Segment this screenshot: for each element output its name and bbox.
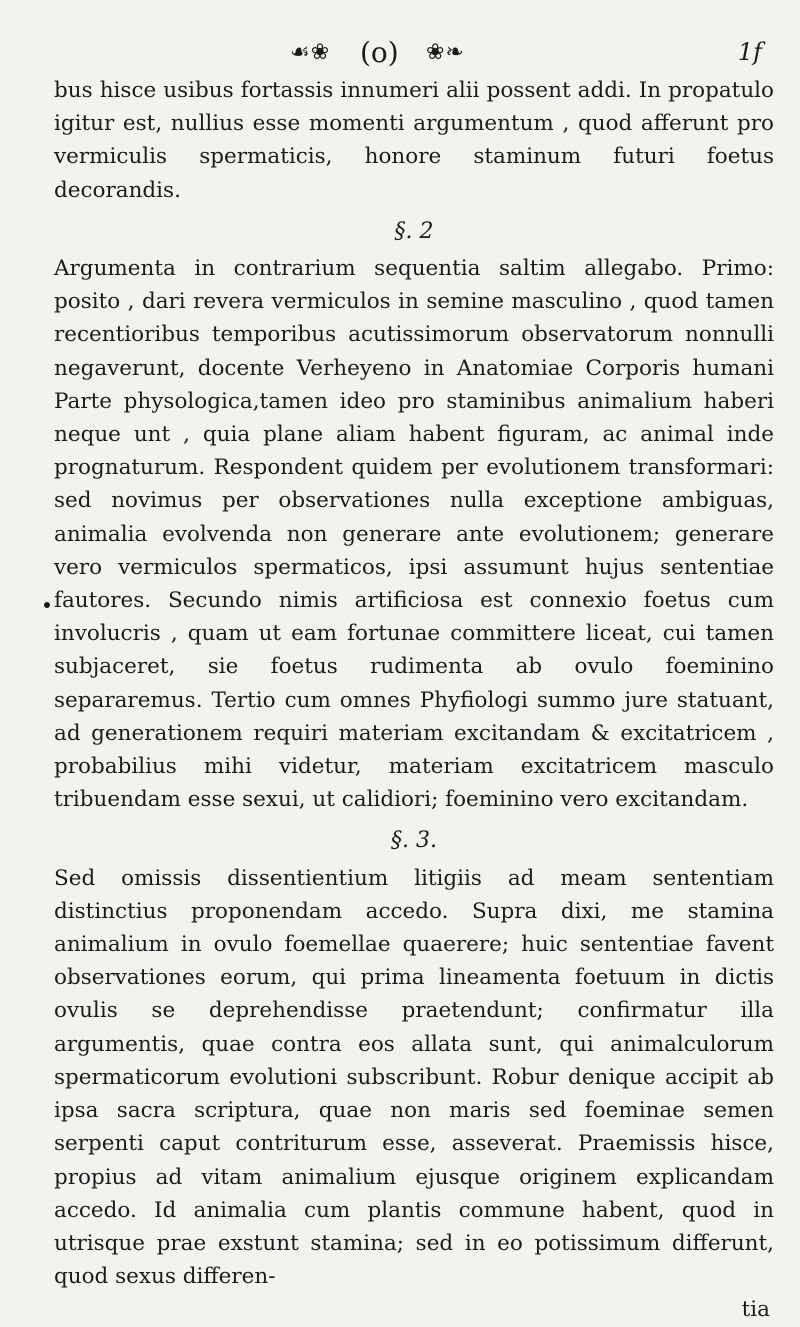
catchword: tia — [741, 1297, 770, 1323]
ornament-left-icon: ☙❀ — [290, 40, 331, 65]
section-heading-3: §. 3. — [391, 828, 437, 854]
paragraph-3: Sed omissis dissentientium litigiis ad meam sententiam distinctius proponendam accedo. Supra dixi, me stamina animalium in ovulo foemellae quaerere; huic sententiae favent observationes eorum, qui prima lineamenta foetuum in dictis ovulis se deprehendisse praetendunt; confirmatur illa argumentis, quae contra eos allata sunt, qui animalculorum spermaticorum evolutioni subscribunt. Robur denique accipit ab ipsa sacra scriptura, quae non maris sed foeminae semen serpenti caput contriturum esse, asseverat. Praemissis hisce, propius ad vitam animalium ejusque originem explicandam accedo. Id animalia cum plantis commune habent, quod in utrisque prae exstunt stamina; sed in eo potissimum differunt, quod sexus differen- — [54, 865, 774, 1290]
page-number: 1f — [737, 38, 762, 66]
paragraph-2: Argumenta in contrarium sequentia saltim allegabo. Primo: posito , dari revera vermiculos in semine masculino , quod tamen recentioribus temporibus acutissimorum observatorum nonnulli negaverunt, docente Verheyeno in Anatomiae Corporis humani Parte physologica,tamen ideo pro staminibus animalium haberi neque unt , quia plane aliam habent figuram, ac animal inde prognaturum. Respondent quidem per evolutionem transformari: sed novimus per observationes nulla exceptione ambiguas, animalia evolvenda non generare ante evolutionem; generare vero vermiculos spermaticos, ipsi assumunt hujus sententiae fautores. Secundo nimis artificiosa est connexio foetus cum involucris , quam ut eam fortunae committere liceat, cui tamen subjaceret, sie foetus rudimenta ab ovulo foeminino separaremus. Tertio cum omnes Phyfiologi summo jure statuant, ad generationem requiri materiam excitandam & excitatricem , probabilius mihi videtur, materiam excitatricem masculo tribuendam esse sexui, ut calidiori; foeminino vero excitandam. — [54, 256, 774, 813]
section-heading-2: §. 2 — [394, 218, 434, 244]
ornament-right-icon: ❀❧ — [426, 40, 465, 65]
body-text — [54, 74, 774, 1327]
running-header — [0, 32, 800, 72]
margin-bullet-icon — [44, 602, 50, 608]
header-mark: (o) — [360, 36, 399, 69]
paragraph-1: bus hisce usibus fortassis innumeri alii possent addi. In propatulo igitur est, nullius esse momenti argumentum , quod afferunt pro vermiculis spermaticis, honore staminum futuri foetus decorandis. — [54, 78, 774, 203]
